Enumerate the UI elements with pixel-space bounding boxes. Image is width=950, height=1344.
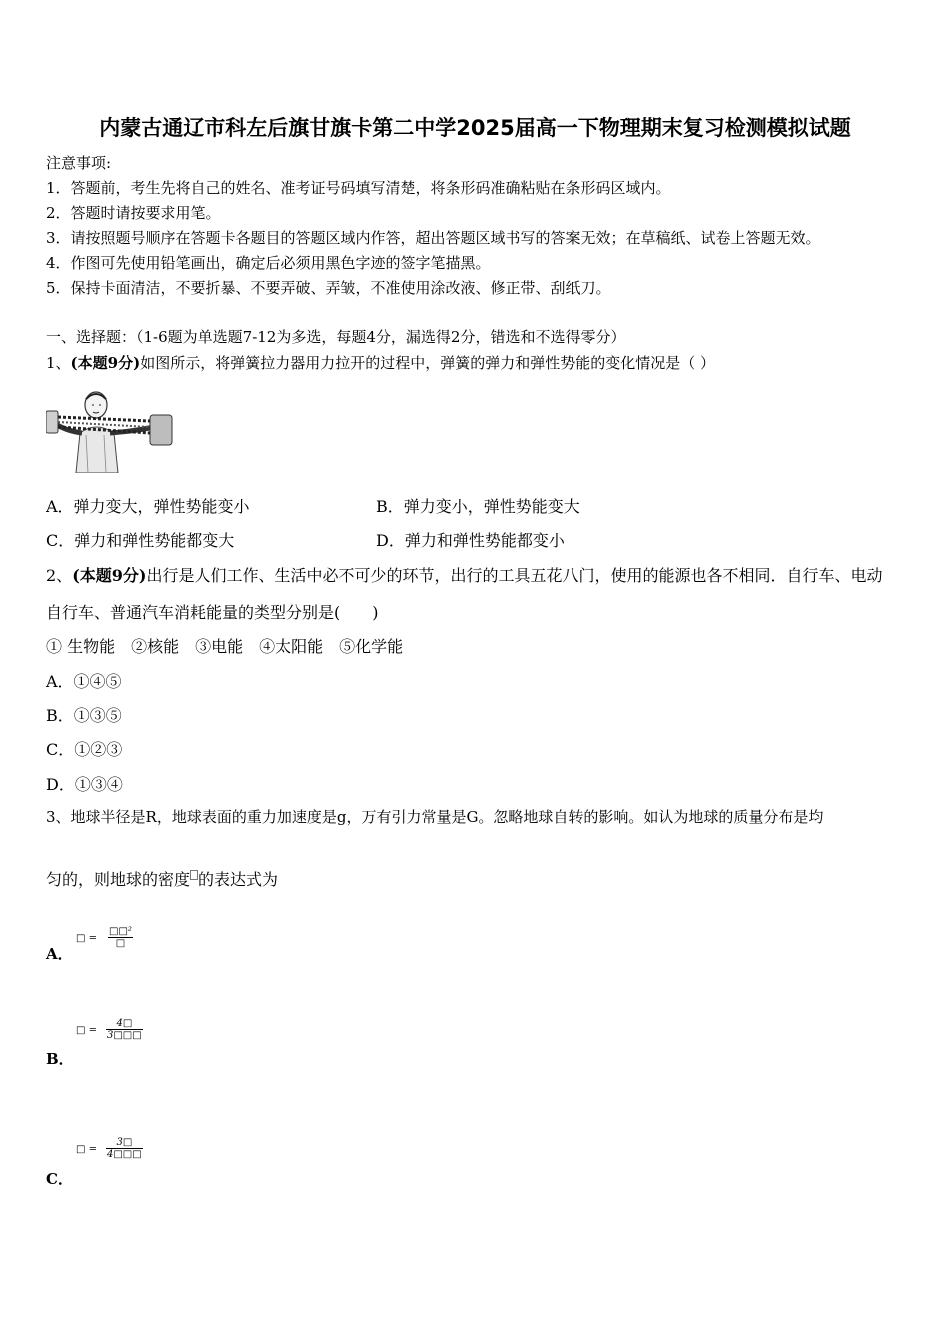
q3-option-b-label: B． (46, 1050, 74, 1068)
q1-option-d: D．弹力和弹性势能都变小 (376, 531, 565, 550)
question-2-stem-line2: 自行车、普通汽车消耗能量的类型分别是( ) (46, 603, 379, 622)
page-title: 内蒙古通辽市科左后旗甘旗卡第二中学2025届高一下物理期末复习检测模拟试题 (99, 116, 851, 140)
question-3-stem-line2 (46, 867, 278, 890)
q2-option-c: C．①②③ (46, 740, 123, 759)
fraction-numerator: 3□ (116, 1137, 133, 1148)
question-score: (本题9分) (70, 354, 141, 372)
q3-option-a-label: A． (46, 945, 73, 963)
q2-option-d: D．①③④ (46, 775, 123, 794)
q1-option-c: C．弹力和弹性势能都变大 (46, 531, 235, 550)
fraction-numerator: □□² (109, 926, 132, 937)
notice-item-3: 3．请按照题号顺序在答题卡各题目的答题区域内作答，超出答题区域书写的答案无效；在草稿纸、试卷上答题无效。 (46, 229, 821, 247)
fraction-denominator: □ (108, 937, 133, 949)
q1-option-b: B．弹力变小，弹性势能变大 (376, 497, 580, 516)
q3-option-c-label: C． (46, 1170, 73, 1188)
section-heading: 一、选择题：（1-6题为单选题7-12为多选，每题4分，漏选得2分，错选和不选得零分） (46, 328, 626, 346)
stem-text: 匀的，则地球的密度 (46, 870, 191, 889)
fraction-denominator: 4□□□ (107, 1149, 142, 1160)
notice-item-5: 5．保持卡面清洁，不要折暴、不要弄破、弄皱，不准使用涂改液、修正带、刮纸刀。 (46, 279, 611, 297)
notice-item-4: 4．作图可先使用铅笔画出，确定后必须用黑色字迹的签字笔描黑。 (46, 254, 491, 272)
question-1-stem (46, 352, 715, 373)
notice-heading: 注意事项: (46, 154, 112, 172)
q3-option-a-lhs: □ = (76, 933, 98, 944)
q2-option-b: B．①③⑤ (46, 706, 122, 725)
question-score: (本题9分) (72, 566, 147, 585)
q3-option-c-lhs: □ = (76, 1144, 98, 1155)
density-symbol-placeholder (190, 870, 198, 880)
q2-option-a: A．①④⑤ (46, 672, 122, 691)
question-number: 1、 (46, 354, 71, 372)
spring-expander-figure (46, 383, 180, 473)
notice-item-2: 2．答题时请按要求用笔。 (46, 204, 221, 222)
q3-option-b-lhs: □ = (76, 1025, 98, 1036)
q3-option-a-fraction (108, 926, 133, 949)
question-number: 2、 (46, 566, 73, 585)
stem-text-end: 的表达式为 (198, 870, 279, 889)
q3-option-c-fraction (106, 1137, 143, 1160)
fraction-denominator: 3□□□ (107, 1030, 142, 1041)
question-text: 如图所示，将弹簧拉力器用力拉开的过程中，弹簧的弹力和弹性势能的变化情况是（ ） (140, 354, 715, 372)
notice-item-1: 1．答题前，考生先将自己的姓名、准考证号码填写清楚，将条形码准确粘贴在条形码区域内。 (46, 179, 671, 197)
question-text: 出行是人们工作、生活中必不可少的环节，出行的工具五花八门，使用的能源也各不相同．自行车、电动 (146, 566, 883, 585)
question-3-stem-line1: 3、地球半径是R，地球表面的重力加速度是g，万有引力常量是G。忽略地球自转的影响。如认为地球的质量分布是均 (46, 808, 824, 826)
q1-option-a: A．弹力变大，弹性势能变小 (46, 497, 250, 516)
question-2-stem-line1 (46, 563, 882, 586)
q3-option-b-fraction (106, 1018, 143, 1041)
question-2-choices: ① 生物能 ②核能 ③电能 ④太阳能 ⑤化学能 (46, 637, 404, 656)
fraction-numerator: 4□ (116, 1018, 133, 1029)
